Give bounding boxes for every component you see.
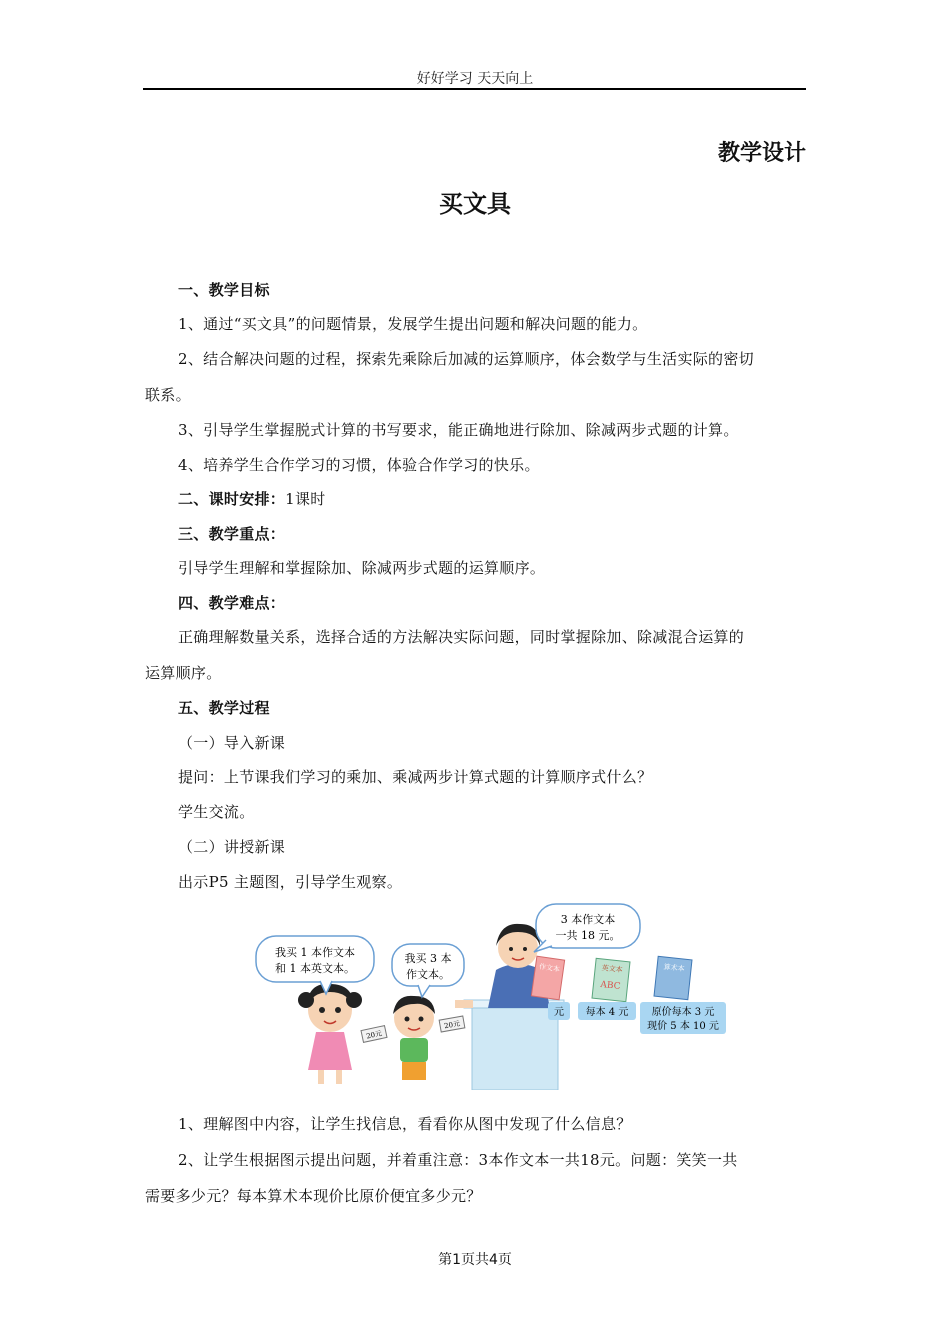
- english-book: [592, 958, 630, 1001]
- activity-2: 2、让学生根据图示提出问题，并着重注意：3本作文本一共18元。问题：笑笑一共: [178, 1151, 738, 1169]
- schedule-value: 1课时: [285, 490, 326, 508]
- counter: [472, 1005, 558, 1090]
- boy-bubble-line-2: 作文本。: [406, 968, 450, 981]
- schedule-line: [178, 488, 326, 509]
- process-heading: 五、教学过程: [178, 699, 270, 717]
- english-book-label: 英文本: [601, 963, 624, 975]
- goal-2: 2、结合解决问题的过程，探索先乘除后加减的运算顺序，体会数学与生活实际的密切: [178, 350, 754, 368]
- composition-book-label: 作文本: [538, 962, 561, 974]
- english-book-letters: ABC: [599, 979, 621, 992]
- activity-1: 1、理解图中内容，让学生找信息，看看你从图中发现了什么信息？: [178, 1115, 632, 1133]
- price-tag-3-line-2: 现价 5 本 10 元: [647, 1021, 719, 1032]
- price-tag-3-line-1: 原价每本 3 元: [651, 1007, 715, 1018]
- difficulty-heading: 四、教学难点：: [178, 594, 286, 612]
- girl-money-label: 20元: [365, 1029, 383, 1041]
- clerk-speech-bubble: [534, 904, 640, 952]
- student-exchange: 学生交流。: [178, 803, 255, 821]
- difficulty-text-continued: 运算顺序。: [145, 664, 222, 682]
- price-tag-2-text: 每本 4 元: [585, 1007, 629, 1018]
- activity-2-continued: 需要多少元？每本算术本现价比原价便宜多少元？: [145, 1187, 482, 1205]
- boy-speech-bubble: [392, 944, 464, 997]
- subsection-2: （二）讲授新课: [178, 838, 286, 856]
- goal-1: 1、通过“买文具”的问题情景，发展学生提出问题和解决问题的能力。: [178, 315, 648, 333]
- boy-figure: [393, 996, 435, 1080]
- arithmetic-book: [654, 956, 692, 999]
- girl-bubble-line-2: 和 1 本英文本。: [275, 962, 355, 975]
- clerk-bubble-line-1: 3 本作文本: [560, 913, 616, 926]
- goals-heading: 一、教学目标: [178, 281, 270, 299]
- header-rule: [143, 88, 806, 90]
- document-type: 教学设计: [717, 141, 806, 166]
- show-picture: 出示P5 主题图，引导学生观察。: [178, 873, 403, 891]
- girl-bubble-line-1: 我买 1 本作文本: [275, 946, 355, 959]
- question-1: 提问：上节课我们学习的乘加、乘减两步计算式题的计算顺序式什么？: [178, 768, 653, 786]
- subsection-1: （一）导入新课: [178, 734, 286, 752]
- boy-money-label: 20元: [443, 1019, 461, 1031]
- page-footer: 第1页共4页: [438, 1252, 512, 1268]
- composition-book: [531, 956, 564, 1000]
- key-heading: 三、教学重点：: [178, 525, 286, 543]
- document-title: 买文具: [439, 190, 511, 218]
- boy-bubble-line-1: 我买 3 本: [404, 952, 452, 965]
- price-tag-1-text: 元: [554, 1007, 564, 1018]
- difficulty-text: 正确理解数量关系，选择合适的方法解决实际问题，同时掌握除加、除减混合运算的: [178, 628, 745, 646]
- arithmetic-book-label: 算术本: [663, 962, 685, 974]
- girl-speech-bubble: [256, 936, 374, 994]
- clerk-bubble-line-2: 一共 18 元。: [555, 929, 621, 942]
- page-header: 好好学习 天天向上: [416, 71, 534, 87]
- shopping-illustration: [250, 900, 730, 1090]
- goal-3: 3、引导学生掌握脱式计算的书写要求，能正确地进行除加、除减两步式题的计算。: [178, 421, 739, 439]
- schedule-heading: 二、课时安排：: [178, 490, 286, 508]
- goal-4: 4、培养学生合作学习的习惯，体验合作学习的快乐。: [178, 456, 540, 474]
- goal-2-continued: 联系。: [145, 386, 191, 404]
- key-text: 引导学生理解和掌握除加、除减两步式题的运算顺序。: [178, 559, 546, 577]
- girl-figure: [298, 984, 362, 1084]
